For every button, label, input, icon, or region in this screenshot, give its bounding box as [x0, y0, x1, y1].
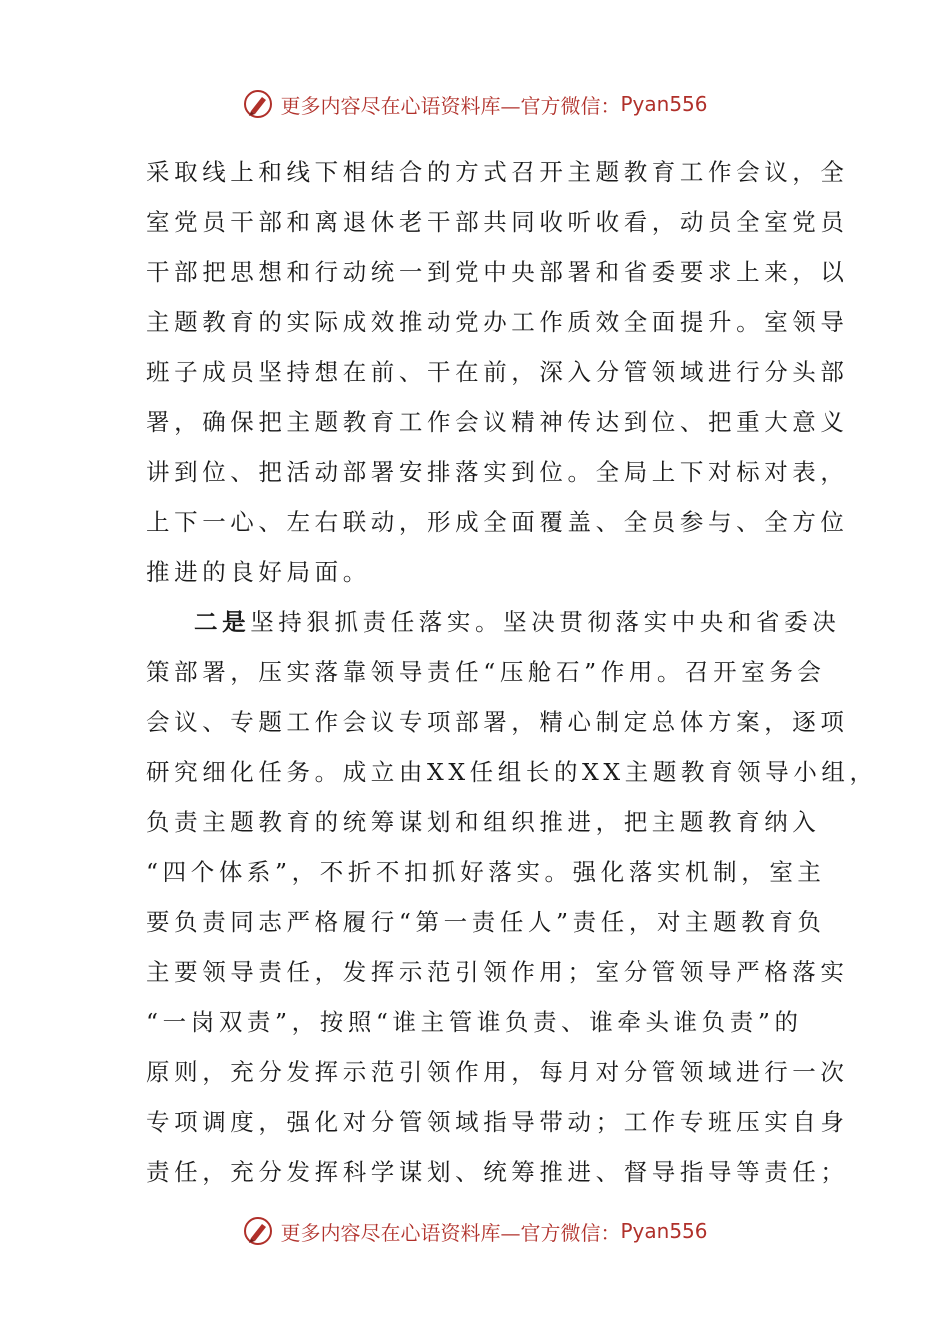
text-line: “一岗双责”，按照“谁主管谁负责、谁牵头谁负责”的	[146, 1008, 803, 1036]
footer-banner	[0, 1211, 950, 1251]
text-line: 室党员干部和离退休老干部共同收听收看，动员全室党员	[146, 208, 849, 236]
text-line: 主要领导责任，发挥示范引领作用；室分管领导严格落实	[146, 958, 849, 986]
document-body	[146, 147, 878, 1197]
footer-wechat-id: Pyan556	[620, 1219, 708, 1243]
text-line: 原则，充分发挥示范引领作用，每月对分管领域进行一次	[146, 1058, 849, 1086]
text-line-first	[146, 597, 841, 647]
text-line: 干部把思想和行动统一到党中央部署和省委要求上来，以	[146, 258, 849, 286]
text-line: 主题教育的实际成效推动党办工作质效全面提升。室领导	[146, 308, 849, 336]
text-line: 班子成员坚持想在前、干在前，深入分管领域进行分头部	[146, 358, 849, 386]
paragraph-1	[146, 147, 849, 597]
pen-logo-icon	[242, 1215, 274, 1247]
text-line: 要负责同志严格履行“第一责任人”责任，对主题教育负	[146, 908, 826, 936]
text-line: 负责主题教育的统筹谋划和组织推进，把主题教育纳入	[146, 808, 821, 836]
text-line: “四个体系”，不折不扣抓好落实。强化落实机制，室主	[146, 858, 826, 886]
paragraph-2	[146, 597, 878, 1197]
footer-banner-text: 更多内容尽在心语资料库—官方微信：	[280, 1220, 621, 1245]
text-line: 采取线上和线下相结合的方式召开主题教育工作会议，全	[146, 158, 849, 186]
text-line: 上下一心、左右联动，形成全面覆盖、全员参与、全方位	[146, 508, 849, 536]
text-line: 署，确保把主题教育工作会议精神传达到位、把重大意义	[146, 408, 849, 436]
text-line: 讲到位、把活动部署安排落实到位。全局上下对标对表，	[146, 458, 849, 486]
header-banner	[0, 84, 950, 124]
pen-logo-icon	[242, 88, 274, 120]
first-line-rest: 坚持狠抓责任落实。坚决贯彻落实中央和省委决	[250, 608, 841, 636]
lead-bold-text: 二是	[194, 608, 251, 636]
text-line: 策部署，压实落靠领导责任“压舱石”作用。召开室务会	[146, 658, 826, 686]
text-line: 研究细化任务。成立由XX任组长的XX主题教育领导小组，	[146, 758, 878, 786]
header-wechat-id: Pyan556	[620, 92, 708, 116]
text-line: 推进的良好局面。	[146, 558, 371, 586]
text-line: 专项调度，强化对分管领域指导带动；工作专班压实自身	[146, 1108, 849, 1136]
text-line: 会议、专题工作会议专项部署，精心制定总体方案，逐项	[146, 708, 849, 736]
header-banner-text: 更多内容尽在心语资料库—官方微信：	[280, 93, 621, 118]
text-line: 责任，充分发挥科学谋划、统筹推进、督导指导等责任；	[146, 1158, 849, 1186]
